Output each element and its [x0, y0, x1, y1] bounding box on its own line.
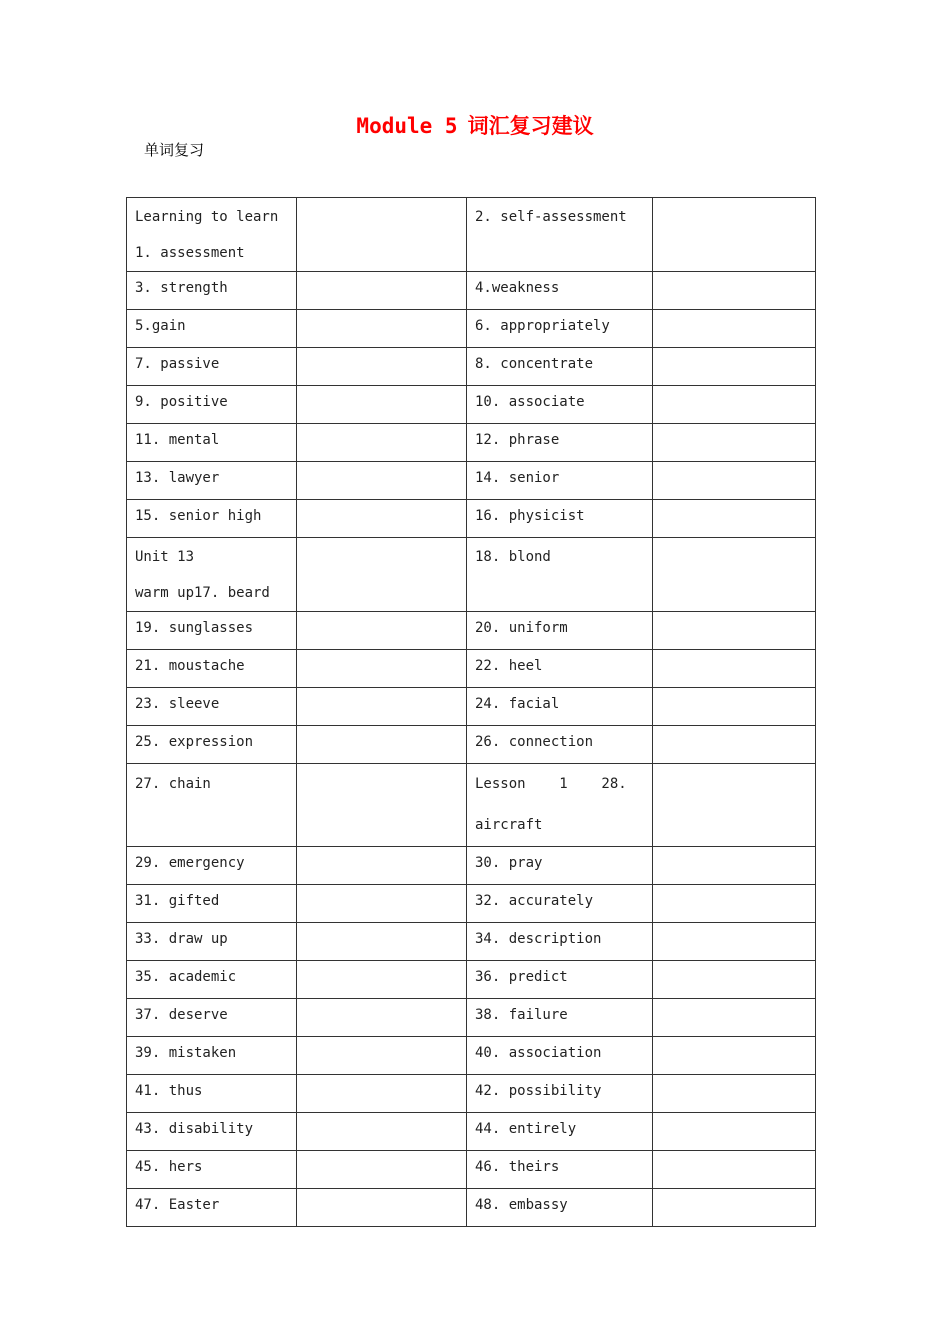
answer-cell-left[interactable]: [297, 923, 467, 961]
word-cell-left: 7. passive: [127, 348, 297, 386]
table-row: [127, 198, 816, 272]
table-row: [127, 348, 816, 386]
page-title: [0, 110, 950, 140]
word-cell-left: 37. deserve: [127, 999, 297, 1037]
word-cell-left: 47. Easter: [127, 1189, 297, 1227]
word-cell-left: 11. mental: [127, 424, 297, 462]
answer-cell-left[interactable]: [297, 198, 467, 272]
answer-cell-right[interactable]: [653, 999, 816, 1037]
answer-cell-left[interactable]: [297, 1189, 467, 1227]
word-cell-left: Learning to learn 1. assessment: [127, 198, 297, 272]
answer-cell-right[interactable]: [653, 462, 816, 500]
answer-cell-right[interactable]: [653, 198, 816, 272]
word-cell-left: 25. expression: [127, 726, 297, 764]
word-cell-right: 34. description: [467, 923, 653, 961]
answer-cell-right[interactable]: [653, 726, 816, 764]
answer-cell-right[interactable]: [653, 1151, 816, 1189]
word-cell-left: 29. emergency: [127, 847, 297, 885]
word-cell-right: 20. uniform: [467, 612, 653, 650]
word-cell-right: 14. senior: [467, 462, 653, 500]
answer-cell-right[interactable]: [653, 538, 816, 612]
word-cell-right: 36. predict: [467, 961, 653, 999]
table-row: [127, 500, 816, 538]
word-cell-left: 19. sunglasses: [127, 612, 297, 650]
table-row: [127, 1075, 816, 1113]
answer-cell-right[interactable]: [653, 1037, 816, 1075]
table-row: [127, 764, 816, 847]
word-cell-right: 32. accurately: [467, 885, 653, 923]
answer-cell-left[interactable]: [297, 462, 467, 500]
word-cell-left: 13. lawyer: [127, 462, 297, 500]
answer-cell-left[interactable]: [297, 538, 467, 612]
word-cell-left: 23. sleeve: [127, 688, 297, 726]
answer-cell-right[interactable]: [653, 923, 816, 961]
table-row: [127, 1151, 816, 1189]
table-row: [127, 1037, 816, 1075]
table-row: [127, 386, 816, 424]
word-cell-right: 30. pray: [467, 847, 653, 885]
word-cell-left: 15. senior high: [127, 500, 297, 538]
table-row: [127, 726, 816, 764]
word-cell-left: Unit 13 warm up17. beard: [127, 538, 297, 612]
answer-cell-left[interactable]: [297, 424, 467, 462]
answer-cell-right[interactable]: [653, 424, 816, 462]
answer-cell-right[interactable]: [653, 885, 816, 923]
word-cell-right: 44. entirely: [467, 1113, 653, 1151]
answer-cell-right[interactable]: [653, 764, 816, 847]
word-cell-right: 48. embassy: [467, 1189, 653, 1227]
answer-cell-right[interactable]: [653, 500, 816, 538]
word-cell-left: 21. moustache: [127, 650, 297, 688]
answer-cell-right[interactable]: [653, 272, 816, 310]
table-row: [127, 462, 816, 500]
word-cell-right: 16. physicist: [467, 500, 653, 538]
table-row: [127, 1189, 816, 1227]
word-cell-right: 22. heel: [467, 650, 653, 688]
answer-cell-left[interactable]: [297, 386, 467, 424]
answer-cell-right[interactable]: [653, 348, 816, 386]
answer-cell-left[interactable]: [297, 612, 467, 650]
vocabulary-table-body: [127, 198, 816, 1227]
answer-cell-left[interactable]: [297, 847, 467, 885]
answer-cell-left[interactable]: [297, 726, 467, 764]
answer-cell-right[interactable]: [653, 612, 816, 650]
answer-cell-left[interactable]: [297, 272, 467, 310]
word-cell-left: 5.gain: [127, 310, 297, 348]
answer-cell-left[interactable]: [297, 650, 467, 688]
word-cell-right: 12. phrase: [467, 424, 653, 462]
word-cell-left: 27. chain: [127, 764, 297, 847]
title-module: Module 5: [356, 114, 458, 138]
answer-cell-right[interactable]: [653, 1189, 816, 1227]
word-cell-right: 40. association: [467, 1037, 653, 1075]
answer-cell-left[interactable]: [297, 961, 467, 999]
word-cell-left: 9. positive: [127, 386, 297, 424]
answer-cell-right[interactable]: [653, 847, 816, 885]
answer-cell-left[interactable]: [297, 885, 467, 923]
word-cell-left: 3. strength: [127, 272, 297, 310]
answer-cell-left[interactable]: [297, 310, 467, 348]
word-cell-right: 10. associate: [467, 386, 653, 424]
table-row: [127, 847, 816, 885]
table-row: [127, 923, 816, 961]
answer-cell-left[interactable]: [297, 500, 467, 538]
answer-cell-left[interactable]: [297, 688, 467, 726]
answer-cell-left[interactable]: [297, 1113, 467, 1151]
table-row: [127, 961, 816, 999]
table-row: [127, 999, 816, 1037]
answer-cell-right[interactable]: [653, 1075, 816, 1113]
answer-cell-right[interactable]: [653, 310, 816, 348]
answer-cell-left[interactable]: [297, 348, 467, 386]
word-cell-left: 43. disability: [127, 1113, 297, 1151]
answer-cell-left[interactable]: [297, 1037, 467, 1075]
section-subtitle: 单词复习: [144, 141, 205, 159]
word-cell-right: 4.weakness: [467, 272, 653, 310]
answer-cell-right[interactable]: [653, 1113, 816, 1151]
word-cell-right: 18. blond: [467, 538, 653, 612]
vocabulary-table: [126, 197, 816, 1227]
word-cell-left: 39. mistaken: [127, 1037, 297, 1075]
table-row: [127, 650, 816, 688]
answer-cell-right[interactable]: [653, 650, 816, 688]
table-row: [127, 424, 816, 462]
table-row: [127, 538, 816, 612]
table-row: [127, 885, 816, 923]
word-cell-right: Lesson 1 28. aircraft: [467, 764, 653, 847]
answer-cell-right[interactable]: [653, 688, 816, 726]
word-cell-right: 6. appropriately: [467, 310, 653, 348]
word-cell-right: 2. self-assessment: [467, 198, 653, 272]
answer-cell-left[interactable]: [297, 1151, 467, 1189]
word-cell-right: 24. facial: [467, 688, 653, 726]
word-cell-left: 41. thus: [127, 1075, 297, 1113]
word-cell-left: 31. gifted: [127, 885, 297, 923]
table-row: [127, 310, 816, 348]
word-cell-left: 35. academic: [127, 961, 297, 999]
answer-cell-right[interactable]: [653, 386, 816, 424]
word-cell-right: 42. possibility: [467, 1075, 653, 1113]
table-row: [127, 612, 816, 650]
word-cell-right: 8. concentrate: [467, 348, 653, 386]
table-row: [127, 688, 816, 726]
word-cell-right: 26. connection: [467, 726, 653, 764]
word-cell-left: 45. hers: [127, 1151, 297, 1189]
answer-cell-right[interactable]: [653, 961, 816, 999]
word-cell-left: 33. draw up: [127, 923, 297, 961]
word-cell-right: 38. failure: [467, 999, 653, 1037]
word-cell-right: 46. theirs: [467, 1151, 653, 1189]
table-row: [127, 272, 816, 310]
answer-cell-left[interactable]: [297, 999, 467, 1037]
table-row: [127, 1113, 816, 1151]
answer-cell-left[interactable]: [297, 764, 467, 847]
answer-cell-left[interactable]: [297, 1075, 467, 1113]
title-chinese: 词汇复习建议: [467, 114, 594, 138]
